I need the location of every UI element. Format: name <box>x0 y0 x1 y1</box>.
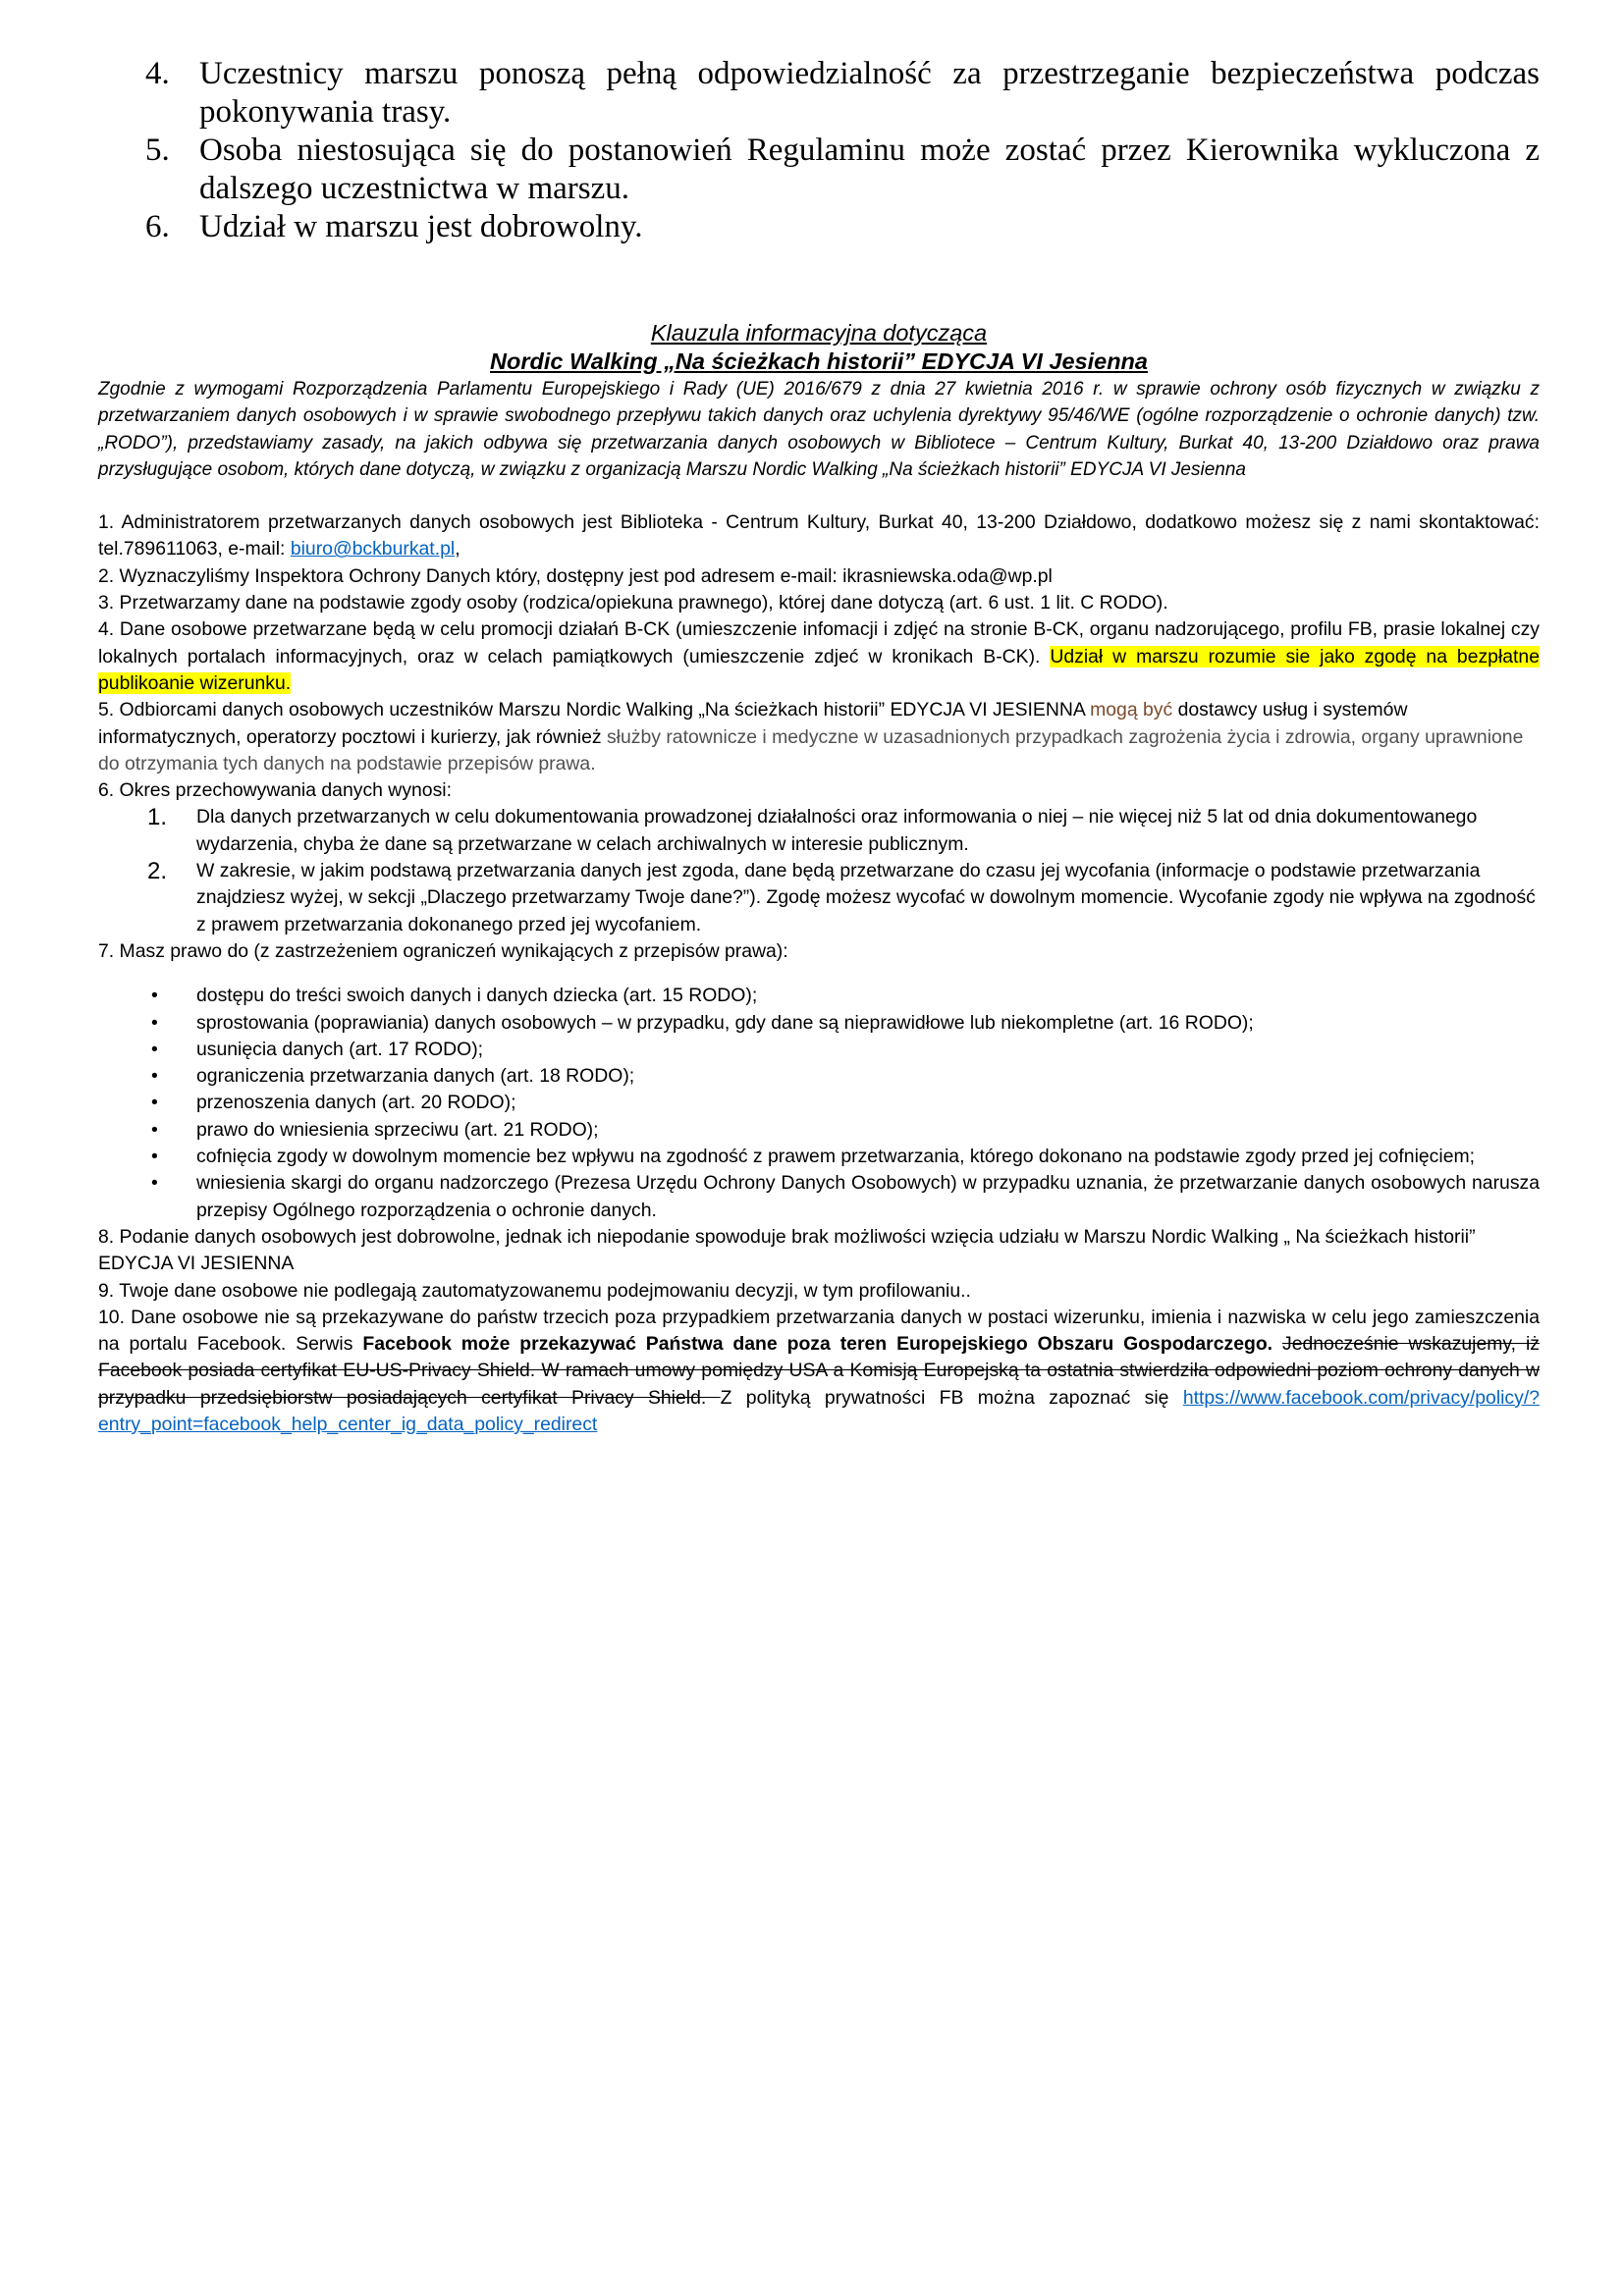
bullet-icon: • <box>151 1146 158 1168</box>
bullet-icon: • <box>151 985 158 1007</box>
bullet-icon: • <box>151 1118 158 1141</box>
clause-body <box>98 483 1540 1438</box>
bold-text: Facebook może przekazywać Państwa dane poza teren Europejskiego Obszaru Gospodarczego. <box>362 1333 1273 1356</box>
paragraph-4 <box>98 616 1540 697</box>
paragraph-text: dostawcy usług i systemów informatycznych, operatorzy pocztowi i kurierzy, jak również <box>98 699 1408 748</box>
list-text: Osoba niestosująca się do postanowień Regulaminu może zostać przez Kierownika wykluczona z dalszego uczestnictwa w marszu. <box>199 133 1540 206</box>
list-text: ograniczenia przetwarzania danych (art. 18 RODO); <box>196 1065 635 1088</box>
retention-list <box>98 804 1540 937</box>
paragraph-text: 4. Dane osobowe przetwarzane będą w celu promocji działań B-CK (umieszczenie infomacji i zdjęć na stronie B-CK, organu nadzorującego, profilu FB, prasie lokalnej czy lokalnych portalach informacyjnych, oraz w celach pamiątkowych (umieszczenie zdjeć w kronikach B-CK). <box>98 618 1540 667</box>
list-text: przenoszenia danych (art. 20 RODO); <box>196 1092 516 1114</box>
bullet-icon: • <box>151 1065 158 1088</box>
regulations-list <box>145 55 1540 246</box>
email-link[interactable]: biuro@bckburkat.pl <box>290 538 456 561</box>
bullet-icon: • <box>151 1172 158 1195</box>
privacy-policy-link[interactable]: https://www.facebook.com/privacy/policy/?entry_point=facebook_help_center_ig_data_policy_redirect <box>98 1386 1540 1435</box>
clause-intro: Zgodnie z wymogami Rozporządzenia Parlamentu Europejskiego i Rady (UE) 2016/679 z dnia 27 kwietnia 2016 r. w sprawie ochrony osób fizycznych w związku z przetwarzaniem danych osobowych i w sprawie swobodnego przepływu takich danych oraz uchylenia dyrektywy 95/46/WE (ogólne rozporządzenie o ochronie danych) tzw.„RODO”), przedstawiamy zasady, na jakich odbywa się przetwarzania danych osobowych w Bibliotece – Centrum Kultury, Burkat 40, 13-200 Działdowo oraz prawa przysługujące osobom, których dane dotyczą, w związku z organizacją Marszu Nordic Walking „Na ścieżkach historii” EDYCJA VI Jesienna <box>98 379 1540 480</box>
list-item <box>98 1117 1540 1144</box>
list-item <box>98 983 1540 1009</box>
list-text: cofnięcia zgody w dowolnym momencie bez wpływu na zgodność z prawem przetwarzania, którego dokonano na podstawie zgody przed jej cofnięciem; <box>196 1146 1476 1168</box>
list-item <box>98 1063 1540 1090</box>
list-item <box>98 1090 1540 1116</box>
bullet-icon: • <box>151 1038 158 1060</box>
list-text: usunięcia danych (art. 17 RODO); <box>196 1038 484 1060</box>
list-item <box>98 1170 1540 1224</box>
paragraph-1 <box>98 509 1540 563</box>
bullet-icon: • <box>151 1011 158 1034</box>
clause-subtitle: Nordic Walking „Na ścieżkach historii” EDYCJA VI Jesienna <box>490 348 1148 374</box>
paragraph-text: 5. Odbiorcami danych osobowych uczestników Marszu Nordic Walking „Na ścieżkach historii” EDYCJA VI JESIENNA <box>98 699 1091 721</box>
paragraph-7-heading: 7. Masz prawo do (z zastrzeżeniem ograniczeń wynikających z przepisów prawa): <box>98 939 788 962</box>
list-number: 1. <box>147 804 168 831</box>
paragraph-5 <box>98 697 1540 777</box>
paragraph-10 <box>98 1305 1540 1438</box>
information-clause <box>98 319 1540 1438</box>
list-text: dostępu do treści swoich danych i danych dziecka (art. 15 RODO); <box>196 985 758 1007</box>
paragraph-text: Z polityką prywatności FB można zapoznać się <box>720 1386 1183 1409</box>
grey-text: służby ratownicze i medyczne w uzasadnionych przypadkach zagrożenia życia i zdrowia, organy uprawnione do otrzymania tych danych na podstawie przepisów prawa. <box>98 725 1524 774</box>
list-number: 6. <box>145 209 170 244</box>
clause-title: Klauzula informacyjna dotycząca <box>650 320 988 346</box>
paragraph-2: 2. Wyznaczyliśmy Inspektora Ochrony Danych który, dostępny jest pod adresem e-mail: ikrasniewska.oda@wp.pl <box>98 564 1053 587</box>
list-text: Uczestnicy marszu ponoszą pełną odpowiedzialność za przestrzeganie bezpieczeństwa podczas pokonywania trasy. <box>199 56 1540 130</box>
list-item <box>98 1010 1540 1037</box>
list-text: W zakresie, w jakim podstawą przetwarzania danych jest zgoda, dane będą przetwarzane do czasu jej wycofania (informacje o podstawie przetwarzania znajdziesz wyżej, w sekcji „Dlaczego przetwarzamy Twoje dane?”). Zgodę możesz wycofać w dowolnym momencie. Wycofanie zgody nie wpływa na zgodność z prawem przetwarzania dokonanego przed jej wycofaniem. <box>196 860 1536 935</box>
rights-list <box>98 983 1540 1224</box>
list-text: prawo do wniesienia sprzeciwu (art. 21 RODO); <box>196 1118 599 1141</box>
list-number: 2. <box>147 858 168 885</box>
list-text: sprostowania (poprawiania) danych osobowych – w przypadku, gdy dane są nieprawidłowe lub niekompletne (art. 16 RODO); <box>196 1011 1254 1034</box>
punctuation: , <box>455 538 460 561</box>
paragraph-text: 10. Dane osobowe nie są przekazywane do państw trzecich poza przypadkiem przetwarzania danych w postaci wizerunku, imienia i nazwiska w celu jego zamieszczenia na portalu Facebook. Serwis <box>98 1306 1540 1356</box>
list-number: 5. <box>145 133 170 168</box>
paragraph-3: 3. Przetwarzamy dane na podstawie zgody osoby (rodzica/opiekuna prawnego), której dane dotyczą (art. 6 ust. 1 lit. C RODO). <box>98 592 1168 614</box>
paragraph-text: 1. Administratorem przetwarzanych danych osobowych jest Biblioteka - Centrum Kultury, Burkat 40, 13-200 Działdowo, dodatkowo możesz się z nami skontaktować: tel.789611063, e-mail: <box>98 511 1540 561</box>
paragraph-6-heading: 6. Okres przechowywania danych wynosi: <box>98 779 452 802</box>
brown-text: mogą być <box>1090 699 1173 721</box>
paragraph-9: 9. Twoje dane osobowe nie podlegają zautomatyzowanemu podejmowaniu decyzji, w tym profilowaniu.. <box>98 1279 971 1302</box>
list-text: Dla danych przetwarzanych w celu dokumentowania prowadzonej działalności oraz informowania o niej – nie więcej niż 5 lat od dnia dokumentowanego wydarzenia, chyba że dane są przetwarzane w celach archiwalnych w interesie publicznym. <box>196 806 1478 855</box>
list-item <box>98 1037 1540 1063</box>
spacer <box>1272 1333 1282 1355</box>
list-item <box>98 1144 1540 1170</box>
list-item <box>145 55 1540 132</box>
list-number: 4. <box>145 56 170 91</box>
list-text: wniesienia skargi do organu nadzorczego (Prezesa Urzędu Ochrony Danych Osobowych) w przypadku uznania, że przetwarzanie danych osobowych narusza przepisy Ogólnego rozporządzenia o ochronie danych. <box>196 1172 1540 1221</box>
bullet-icon: • <box>151 1092 158 1114</box>
highlighted-text: Udział w marszu rozumie sie jako zgodę na bezpłatne publikoanie wizerunku. <box>98 645 1541 694</box>
list-item <box>145 132 1540 208</box>
paragraph-8: 8. Podanie danych osobowych jest dobrowolne, jednak ich niepodanie spowoduje brak możliwości wzięcia udziału w Marszu Nordic Walking „ Na ścieżkach historii” EDYCJA VI JESIENNA <box>98 1225 1476 1275</box>
list-item <box>145 208 1540 246</box>
list-item <box>98 858 1540 938</box>
list-text: Udział w marszu jest dobrowolny. <box>199 209 643 244</box>
struck-text: Jednocześnie wskazujemy, iż Facebook posiada certyfikat EU-US-Privacy Shield. W ramach umowy pomiędzy USA a Komisją Europejską ta ostatnia stwierdziła odpowiedni poziom ochrony danych w przypadku przedsiębiorstw posiadających certyfikat Privacy Shield. <box>98 1333 1541 1409</box>
list-item <box>98 804 1540 858</box>
